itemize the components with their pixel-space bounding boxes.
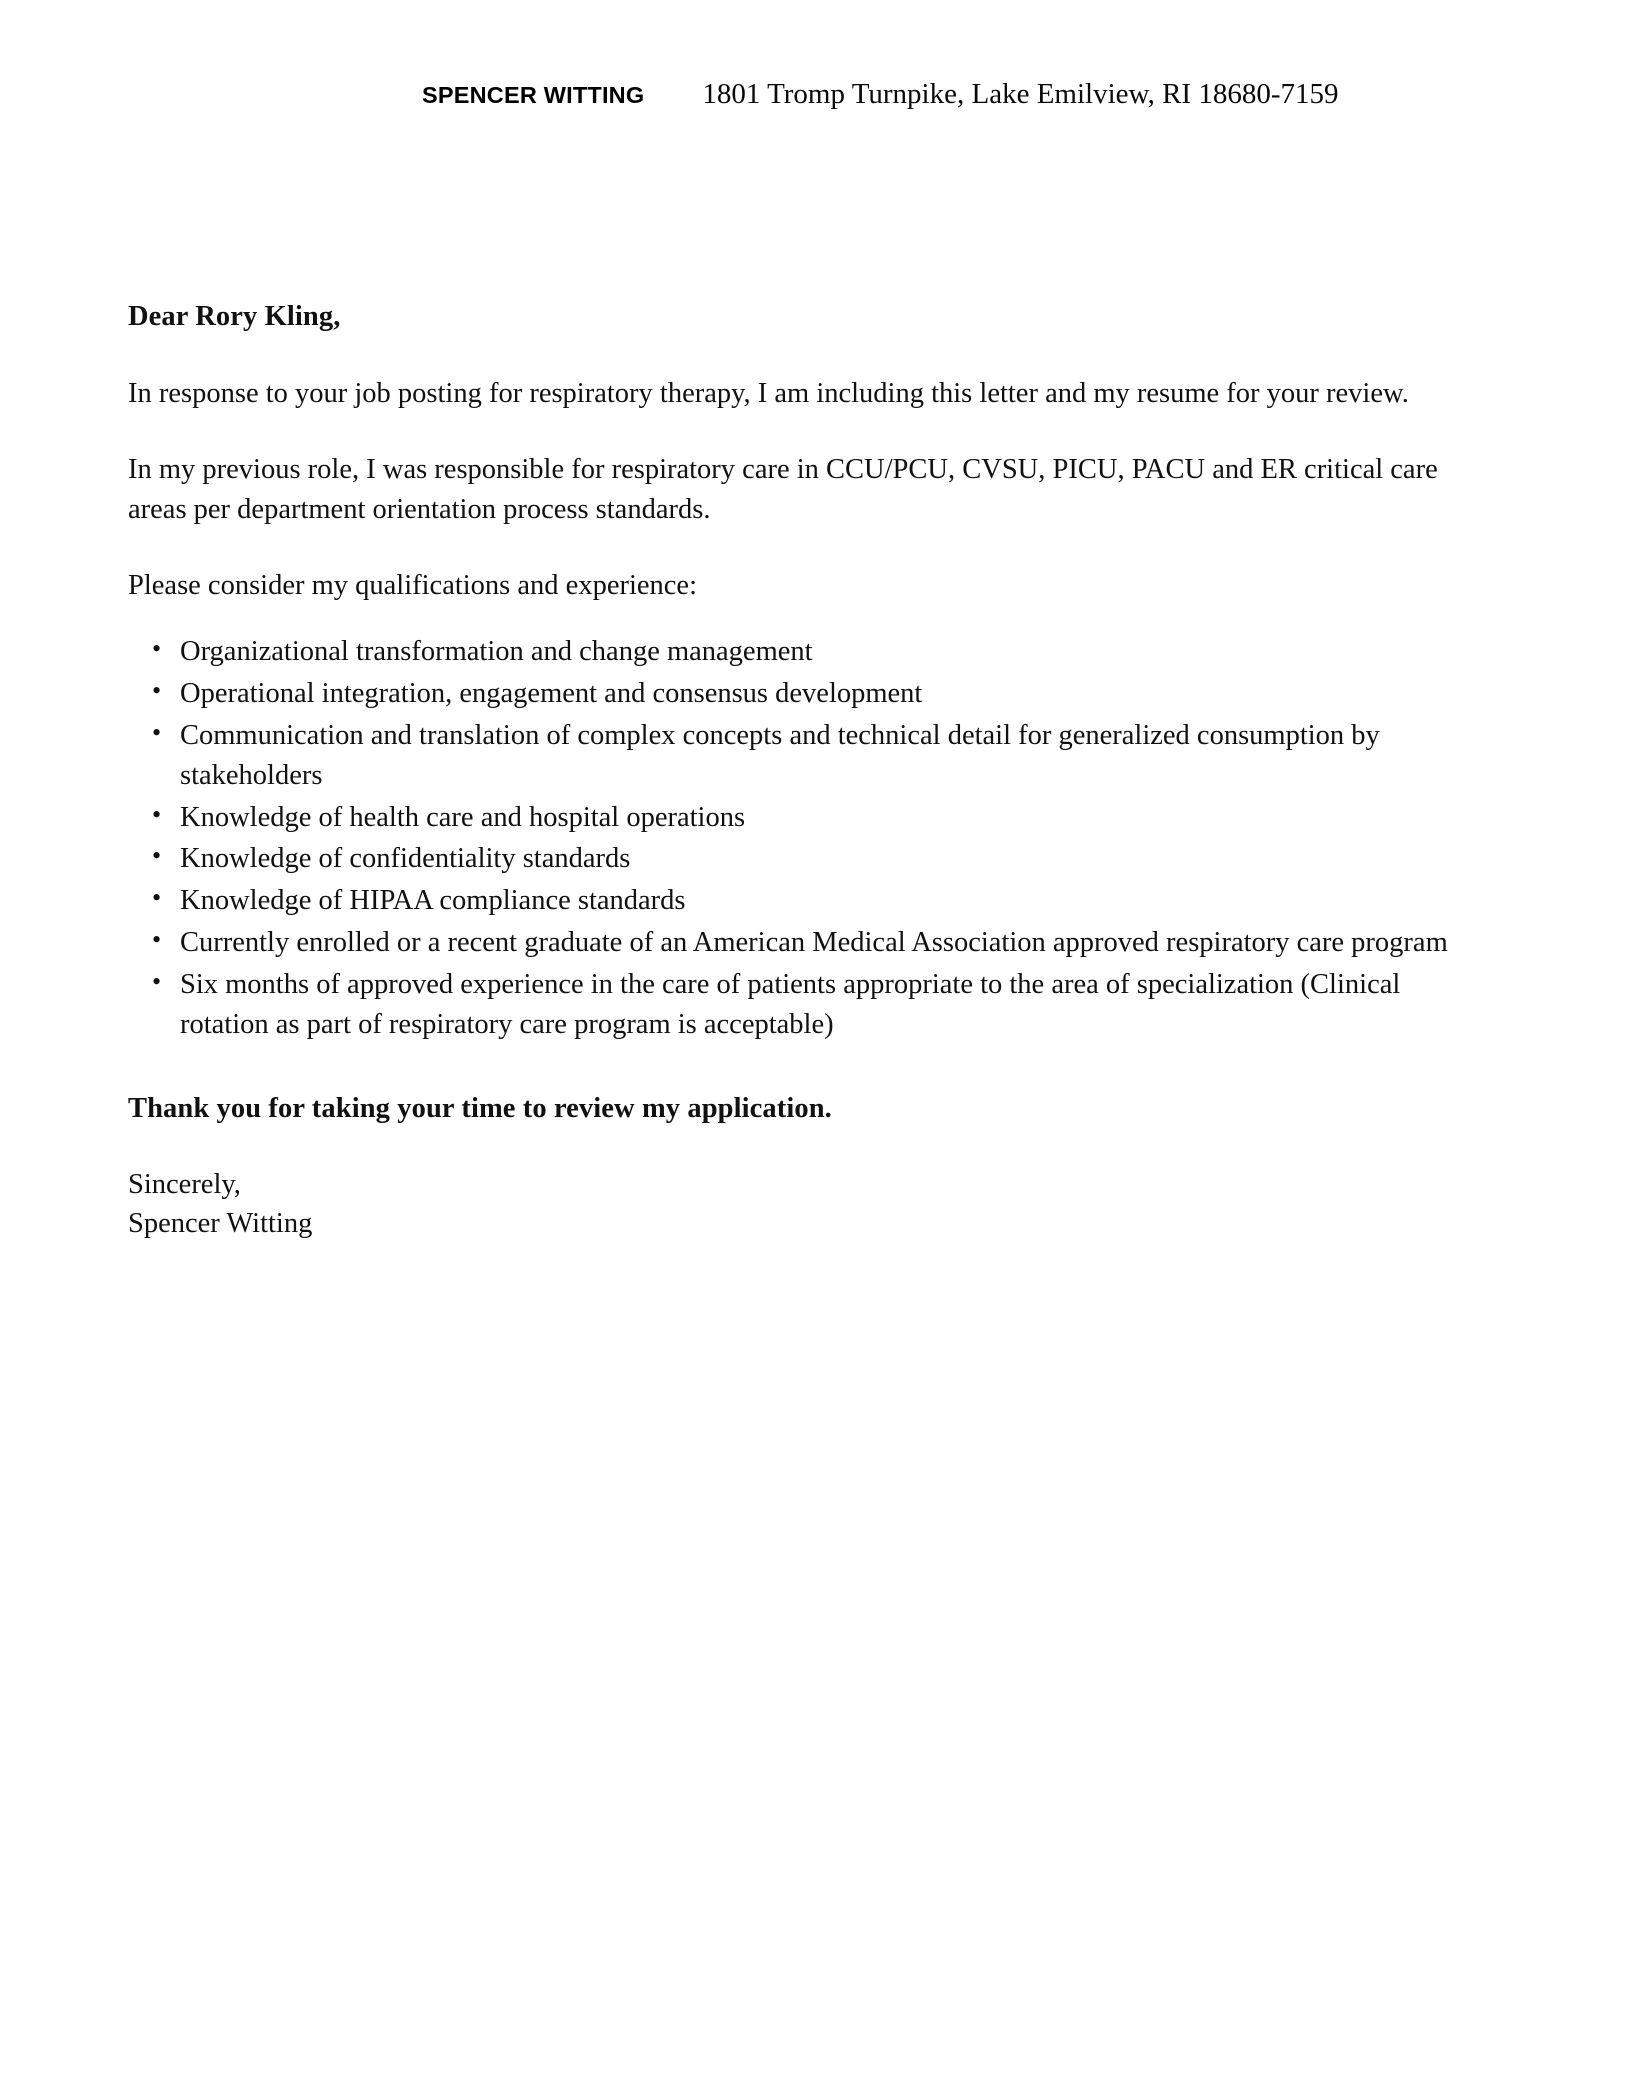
qualifications-list [128, 632, 1503, 1045]
signoff-line: Sincerely, [128, 1168, 241, 1200]
qualifications-intro: Please consider my qualifications and experience: [128, 570, 697, 602]
list-item: • Six months of approved experience in the care of patients appropriate to the area of specialization (Clinical rotation as part of respiratory care program is acceptable) [128, 965, 1503, 1045]
list-item: • Organizational transformation and change management [128, 632, 1503, 672]
letter-body [128, 298, 1503, 1243]
signature-name: Spencer Witting [128, 1208, 313, 1240]
sender-name: SPENCER WITTING [422, 82, 645, 108]
salutation: Dear Rory Kling, [128, 301, 341, 332]
sender-address: 1801 Tromp Turnpike, Lake Emilview, RI 18680-7159 [702, 78, 1339, 110]
paragraph-intro: In response to your job posting for respiratory therapy, I am including this letter and my resume for your review. [128, 378, 1409, 410]
list-item: • Knowledge of HIPAA compliance standards [128, 881, 1503, 921]
list-item: • Operational integration, engagement and consensus development [128, 674, 1503, 714]
list-item: • Communication and translation of complex concepts and technical detail for generalized consumption by stakeholders [128, 716, 1503, 796]
paragraph-experience: In my previous role, I was responsible for respiratory care in CCU/PCU, CVSU, PICU, PACU and ER critical care areas per department orientation process standards. [128, 454, 1438, 526]
list-item: • Knowledge of confidentiality standards [128, 839, 1503, 879]
list-item: • Knowledge of health care and hospital operations [128, 798, 1503, 838]
closing-statement: Thank you for taking your time to review my application. [128, 1092, 832, 1124]
letter-header [0, 78, 1632, 111]
list-item: • Currently enrolled or a recent graduate of an American Medical Association approved respiratory care program [128, 923, 1503, 963]
signoff-block [128, 1165, 1503, 1244]
